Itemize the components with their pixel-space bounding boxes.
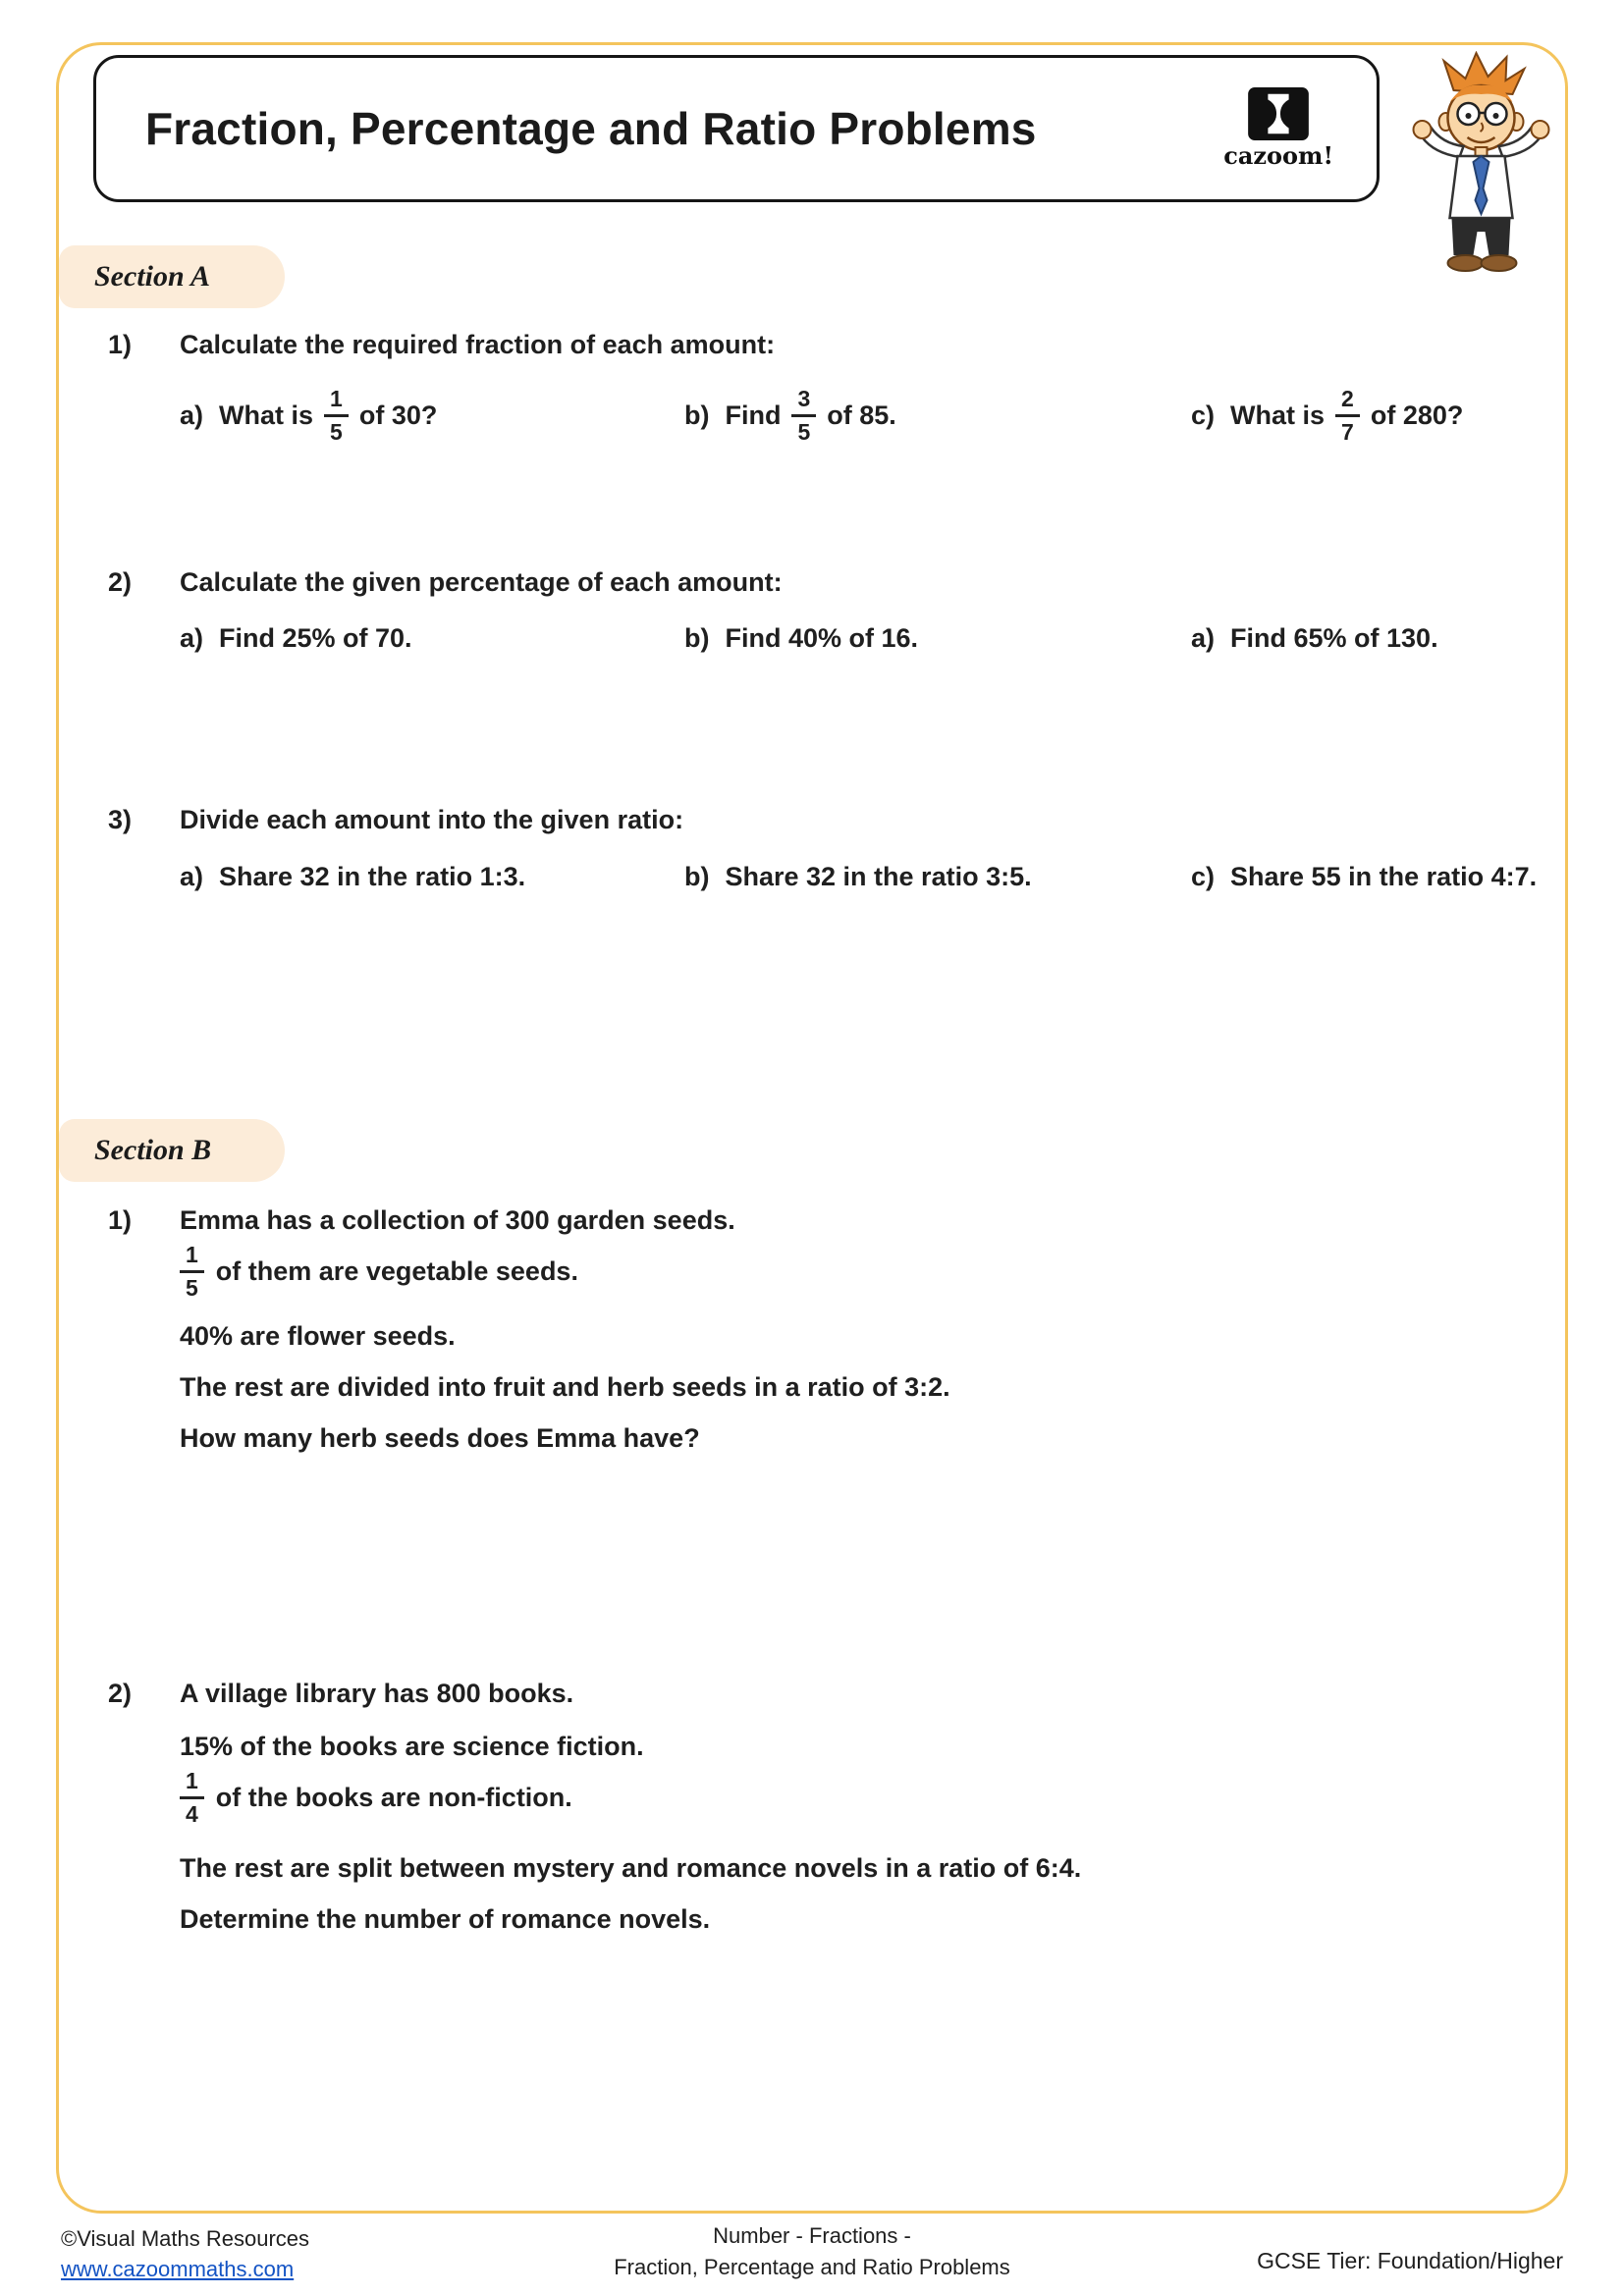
question-line: The rest are split between mystery and romance novels in a ratio of 6:4. bbox=[180, 1853, 1082, 1883]
cazoom-logo-icon bbox=[1248, 87, 1309, 140]
part-label: c) bbox=[1191, 400, 1216, 430]
fraction-numerator: 3 bbox=[791, 388, 816, 417]
fraction-denominator: 7 bbox=[1341, 418, 1354, 445]
part-text: Share 55 in the ratio 4:7. bbox=[1230, 862, 1538, 891]
question-line: of the books are non-fiction. bbox=[215, 1782, 572, 1812]
part-text: Share 32 in the ratio 1:3. bbox=[219, 862, 526, 891]
part-text-post: of 30? bbox=[358, 400, 438, 430]
question-b1-fraction-line bbox=[180, 1235, 578, 1308]
part-label: b) bbox=[684, 862, 710, 891]
part-text-pre: What is bbox=[219, 400, 314, 430]
question-prompt: Calculate the required fraction of each amount: bbox=[180, 330, 776, 359]
question-a3-part-b bbox=[684, 862, 1032, 892]
question-a2-part-a bbox=[180, 623, 412, 654]
cazoom-logo bbox=[1223, 87, 1333, 170]
part-label: a) bbox=[180, 862, 204, 891]
question-prompt: Calculate the given percentage of each amount: bbox=[180, 567, 783, 597]
fraction bbox=[324, 385, 349, 445]
fraction bbox=[791, 385, 816, 445]
question-line: A village library has 800 books. bbox=[180, 1679, 574, 1708]
question-a3-part-a bbox=[180, 862, 525, 892]
question-line: Determine the number of romance novels. bbox=[180, 1904, 711, 1934]
question-line: The rest are divided into fruit and herb seeds in a ratio of 3:2. bbox=[180, 1372, 950, 1402]
question-line: of them are vegetable seeds. bbox=[215, 1255, 578, 1286]
question-b1 bbox=[108, 1205, 735, 1236]
section-b-label: Section B bbox=[94, 1134, 212, 1166]
footer-copyright: ©Visual Maths Resources bbox=[61, 2226, 310, 2251]
question-line: 40% are flower seeds. bbox=[180, 1321, 456, 1351]
fraction-denominator: 5 bbox=[186, 1274, 198, 1301]
fraction bbox=[180, 1241, 204, 1301]
cartoon-man-icon bbox=[1392, 51, 1574, 287]
question-number: 1) bbox=[108, 1205, 133, 1235]
part-text: Find 40% of 16. bbox=[725, 623, 919, 653]
fraction-numerator: 1 bbox=[324, 388, 349, 417]
question-number: 2) bbox=[108, 567, 133, 597]
page-border bbox=[56, 42, 1568, 2214]
title-box bbox=[93, 55, 1380, 202]
fraction-numerator: 1 bbox=[180, 1244, 204, 1273]
part-label: a) bbox=[180, 400, 204, 430]
mascot-illustration bbox=[1392, 51, 1574, 287]
question-a3-part-c bbox=[1191, 862, 1537, 892]
footer-topic-line2: Fraction, Percentage and Ratio Problems bbox=[614, 2254, 1010, 2279]
part-text: Find 65% of 130. bbox=[1230, 623, 1438, 653]
part-label: a) bbox=[180, 623, 204, 653]
part-text-post: of 280? bbox=[1370, 400, 1464, 430]
part-text-post: of 85. bbox=[827, 400, 896, 430]
part-label: a) bbox=[1191, 623, 1216, 653]
section-a-header bbox=[59, 245, 285, 308]
fraction-denominator: 4 bbox=[186, 1800, 198, 1827]
question-number: 2) bbox=[108, 1679, 133, 1708]
question-b2-fraction-line bbox=[180, 1761, 572, 1834]
question-number: 1) bbox=[108, 330, 133, 359]
part-label: b) bbox=[684, 400, 710, 430]
part-label: c) bbox=[1191, 862, 1216, 891]
part-text: Find 25% of 70. bbox=[219, 623, 412, 653]
footer-topic-line1: Number - Fractions - bbox=[713, 2223, 911, 2248]
question-line: 15% of the books are science fiction. bbox=[180, 1732, 644, 1761]
fraction bbox=[1335, 385, 1360, 445]
question-line: How many herb seeds does Emma have? bbox=[180, 1423, 700, 1453]
section-b-header bbox=[59, 1119, 285, 1182]
fraction-denominator: 5 bbox=[330, 418, 343, 445]
fraction-denominator: 5 bbox=[797, 418, 811, 445]
question-a2 bbox=[108, 567, 783, 598]
part-text-pre: What is bbox=[1230, 400, 1326, 430]
question-number: 3) bbox=[108, 805, 133, 834]
section-a-label: Section A bbox=[94, 260, 211, 293]
question-line: Emma has a collection of 300 garden seeds. bbox=[180, 1205, 735, 1235]
part-label: b) bbox=[684, 623, 710, 653]
page-title: Fraction, Percentage and Ratio Problems bbox=[145, 103, 1037, 154]
question-b2 bbox=[108, 1679, 573, 1709]
fraction-numerator: 1 bbox=[180, 1770, 204, 1799]
cazoom-logo-text: cazoom! bbox=[1223, 141, 1333, 170]
question-a3 bbox=[108, 805, 683, 835]
question-a1-part-b bbox=[684, 376, 896, 454]
fraction-numerator: 2 bbox=[1335, 388, 1360, 417]
footer-tier: GCSE Tier: Foundation/Higher bbox=[1257, 2248, 1563, 2273]
question-a2-part-c bbox=[1191, 623, 1438, 654]
question-prompt: Divide each amount into the given ratio: bbox=[180, 805, 684, 834]
fraction bbox=[180, 1767, 204, 1827]
footer-website-link[interactable]: www.cazoommaths.com bbox=[61, 2256, 295, 2281]
question-a1-part-a bbox=[180, 376, 437, 454]
question-a2-part-b bbox=[684, 623, 918, 654]
part-text: Share 32 in the ratio 3:5. bbox=[725, 862, 1032, 891]
part-text-pre: Find bbox=[725, 400, 782, 430]
question-a1 bbox=[108, 330, 775, 360]
question-a1-part-c bbox=[1191, 376, 1463, 454]
